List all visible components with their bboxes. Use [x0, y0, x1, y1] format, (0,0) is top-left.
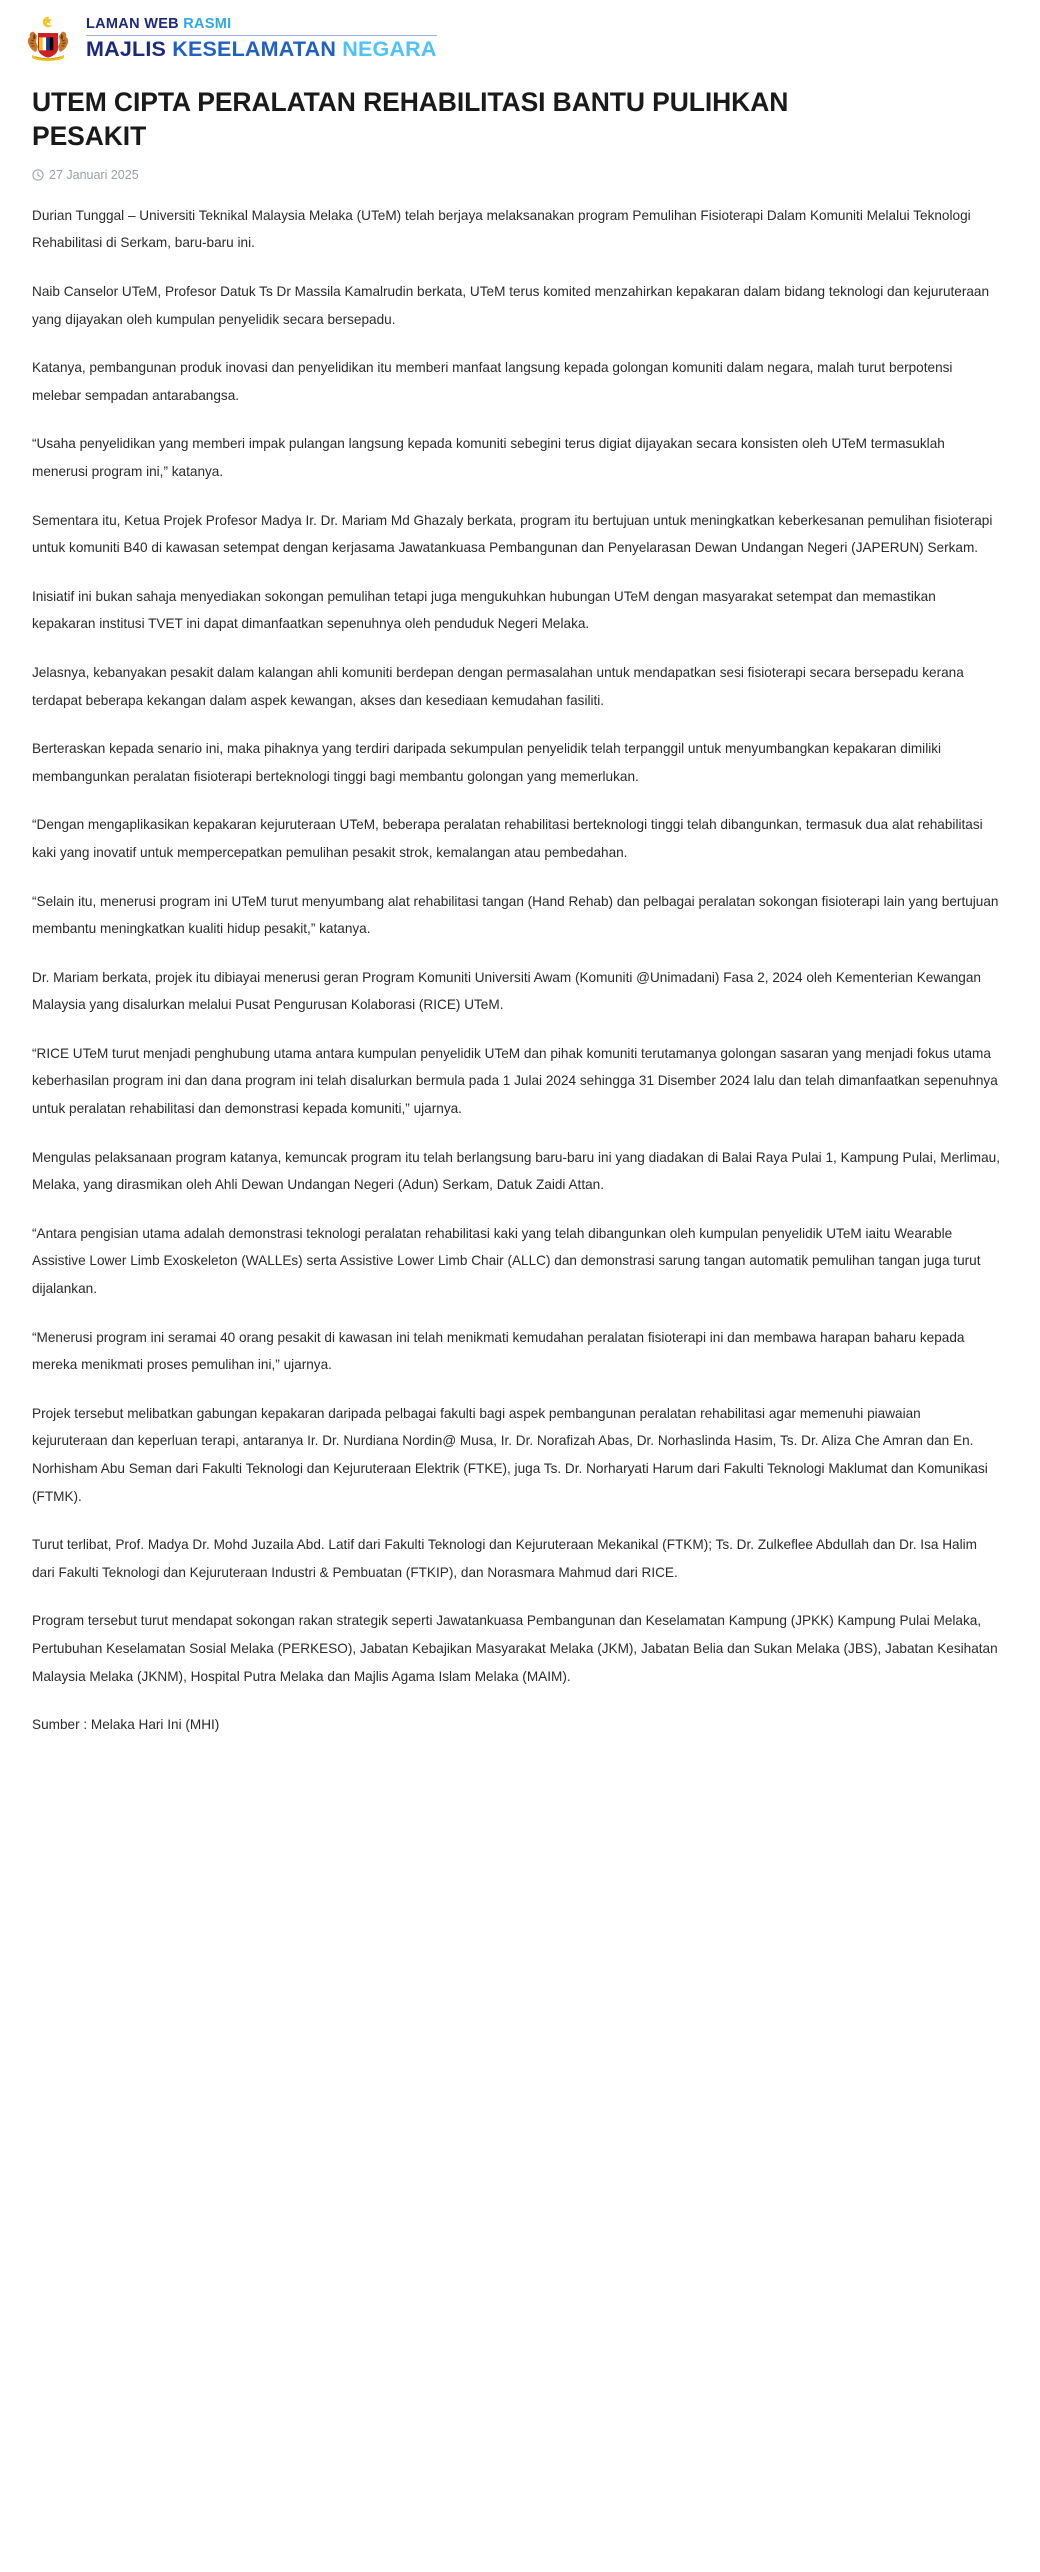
article-paragraph: Durian Tunggal – Universiti Teknikal Malaysia Melaka (UTeM) telah berjaya melaksanakan program Pemulihan Fisioterapi Dalam Komuniti Melalui Teknologi Rehabilitasi di Serkam, baru-baru ini.	[32, 207, 971, 251]
article-paragraph: Katanya, pembangunan produk inovasi dan penyelidikan itu memberi manfaat langsung kepada golongan komuniti dalam negara, malah turut berpotensi melebar sempadan antarabangsa.	[32, 360, 953, 403]
article-paragraph: Mengulas pelaksanaan program katanya, kemuncak program itu telah berlangsung baru-baru ini yang diadakan di Balai Raya Pulai 1, Kampung Pulai, Merlimau, Melaka, yang dirasmikan oleh Ahli Dewan Undangan Negeri (Adun) Serkam, Datuk Zaidi Attan.	[32, 1149, 1000, 1193]
article-paragraph: Naib Canselor UTeM, Profesor Datuk Ts Dr Massila Kamalrudin berkata, UTeM terus komited menzahirkan kepakaran dalam bidang teknologi dan kejuruteraan yang dijayakan oleh kumpulan penyelidik secara bersepadu.	[32, 284, 990, 327]
official-site-label	[86, 17, 437, 32]
article-paragraph: Sementara itu, Ketua Projek Profesor Madya Ir. Dr. Mariam Md Ghazaly berkata, program itu bertujuan untuk meningkatkan keberkesanan pemulihan fisioterapi untuk komuniti B40 di kawasan setempat dengan kerjasama Jawatankuasa Pembangunan dan Penyelarasan Dewan Undangan Negeri (JAPERUN) Serkam.	[32, 512, 993, 556]
masthead-divider	[86, 35, 437, 36]
article-paragraph: “Menerusi program ini seramai 40 orang pesakit di kawasan ini telah menikmati kemudahan peralatan fisioterapi ini dan membawa harapan baharu kepada mereka menikmati proses pemulihan ini,” ujarnya.	[32, 1329, 965, 1373]
article-paragraph: “Dengan mengaplikasikan kepakaran kejuruteraan UTeM, beberapa peralatan rehabilitasi berteknologi tinggi telah dibangunkan, termasuk dua alat rehabilitasi kaki yang inovatif untuk mempercepatkan pemulihan pesakit strok, kemalangan atau pembedahan.	[32, 817, 983, 860]
article-paragraph: Inisiatif ini bukan sahaja menyediakan sokongan pemulihan tetapi juga mengukuhkan hubungan UTeM dengan masyarakat setempat dan memastikan kepakaran institusi TVET ini dapat dimanfaatkan sepenuhnya oleh penduduk Negeri Melaka.	[32, 588, 936, 632]
official-word-rasmi: RASMI	[183, 15, 232, 32]
article-paragraph: “Antara pengisian utama adalah demonstrasi teknologi peralatan rehabilitasi kaki yang telah dibangunkan oleh kumpulan penyelidik UTeM iaitu Wearable Assistive Lower Limb Exoskeleton (WALLEs) serta Assistive Lower Limb Chair (ALLC) dan demonstrasi sarung tangan automatik pemulihan tangan juga turut dijalankan.	[32, 1225, 981, 1297]
publish-date: 27 Januari 2025	[49, 167, 139, 182]
article-paragraph: Dr. Mariam berkata, projek itu dibiayai menerusi geran Program Komuniti Universiti Awam (Komuniti @Unimadani) Fasa 2, 2024 oleh Kementerian Kewangan Malaysia yang disalurkan melalui Pusat Pengurusan Kolaborasi (RICE) UTeM.	[32, 969, 981, 1013]
article-container	[0, 70, 1040, 1739]
article-paragraph: “RICE UTeM turut menjadi penghubung utama antara kumpulan penyelidik UTeM dan pihak komuniti terutamanya golongan sasaran yang menjadi fokus utama keberhasilan program ini dan dana program ini telah disalurkan bermula pada 1 Julai 2024 sehingga 31 Disember 2024 lalu dan telah dimanfaatkan sepenuhnya untuk peralatan rehabilitasi dan demonstrasi kepada komuniti,” ujarnya.	[32, 1045, 998, 1117]
article-paragraph: “Usaha penyelidikan yang memberi impak pulangan langsung kepada komuniti sebegini terus digiat dijayakan secara konsisten oleh UTeM termasuklah menerusi program ini,” katanya.	[32, 436, 945, 479]
agency-word-majlis: MAJLIS	[86, 36, 167, 61]
article-paragraph: Berteraskan kepada senario ini, maka pihaknya yang terdiri daripada sekumpulan penyelidik telah terpanggil untuk menyumbangkan kepakaran dimiliki membangunkan peralatan fisioterapi berteknologi tinggi bagi membantu golongan yang memerlukan.	[32, 741, 942, 784]
article-paragraph: Turut terlibat, Prof. Madya Dr. Mohd Juzaila Abd. Latif dari Fakulti Teknologi dan Kejuruteraan Mekanikal (FTKM); Ts. Dr. Zulkeflee Abdullah dan Dr. Isa Halim dari Fakulti Teknologi dan Kejuruteraan Industri & Pembuatan (FTKIP), dan Norasmara Mahmud dari RICE.	[32, 1537, 977, 1580]
official-word-web: WEB	[144, 15, 179, 32]
malaysia-coat-of-arms-icon	[22, 14, 74, 62]
agency-name	[86, 38, 437, 61]
article-paragraph: Jelasnya, kebanyakan pesakit dalam kalangan ahli komuniti berdepan dengan permasalahan untuk mendapatkan sesi fisioterapi secara bersepadu kerana terdapat beberapa kekangan dalam aspek kewangan, akses dan kesediaan kemudahan fasiliti.	[32, 664, 964, 708]
agency-word-negara: NEGARA	[342, 36, 437, 61]
article-meta	[32, 168, 1000, 182]
article-paragraph: Projek tersebut melibatkan gabungan kepakaran daripada pelbagai fakulti bagi aspek pembangunan peralatan rehabilitasi agar memenuhi piawaian kejuruteraan dan keperluan terapi, antaranya Ir. Dr. Nurdiana Nordin@ Musa, Ir. Dr. Norafizah Abas, Dr. Norhaslinda Hasim, Ts. Dr. Aliza Che Amran dan En. Norhisham Abu Seman dari Fakulti Teknologi dan Kejuruteraan Elektrik (FTKE), juga Ts. Dr. Norharyati Harum dari Fakulti Teknologi Maklumat dan Komunikasi (FTMK).	[32, 1405, 988, 1504]
masthead-text-block	[86, 16, 437, 61]
official-word-laman: LAMAN	[86, 15, 140, 32]
site-masthead	[0, 0, 1040, 70]
article-paragraph: Program tersebut turut mendapat sokongan rakan strategik seperti Jawatankuasa Pembangunan dan Keselamatan Kampung (JPKK) Kampung Pulai Melaka, Pertubuhan Keselamatan Sosial Melaka (PERKESO), Jabatan Kebajikan Masyarakat Melaka (JKM), Jabatan Belia dan Sukan Melaka (JBS), Jabatan Kesihatan Malaysia Melaka (JKNM), Hospital Putra Melaka dan Majlis Agama Islam Melaka (MAIM).	[32, 1613, 998, 1684]
clock-icon	[32, 169, 44, 181]
agency-word-keselamatan: KESELAMATAN	[172, 36, 337, 61]
article-body	[32, 202, 1000, 1739]
article-source: Sumber : Melaka Hari Ini (MHI)	[32, 1717, 220, 1733]
article-paragraph: “Selain itu, menerusi program ini UTeM turut menyumbang alat rehabilitasi tangan (Hand Rehab) dan pelbagai peralatan sokongan fisioterapi lain yang bertujuan membantu meningkatkan kualiti hidup pesakit,” katanya.	[32, 893, 999, 937]
page-title: UTEM CIPTA PERALATAN REHABILITASI BANTU PULIHKAN PESAKIT	[32, 87, 789, 151]
